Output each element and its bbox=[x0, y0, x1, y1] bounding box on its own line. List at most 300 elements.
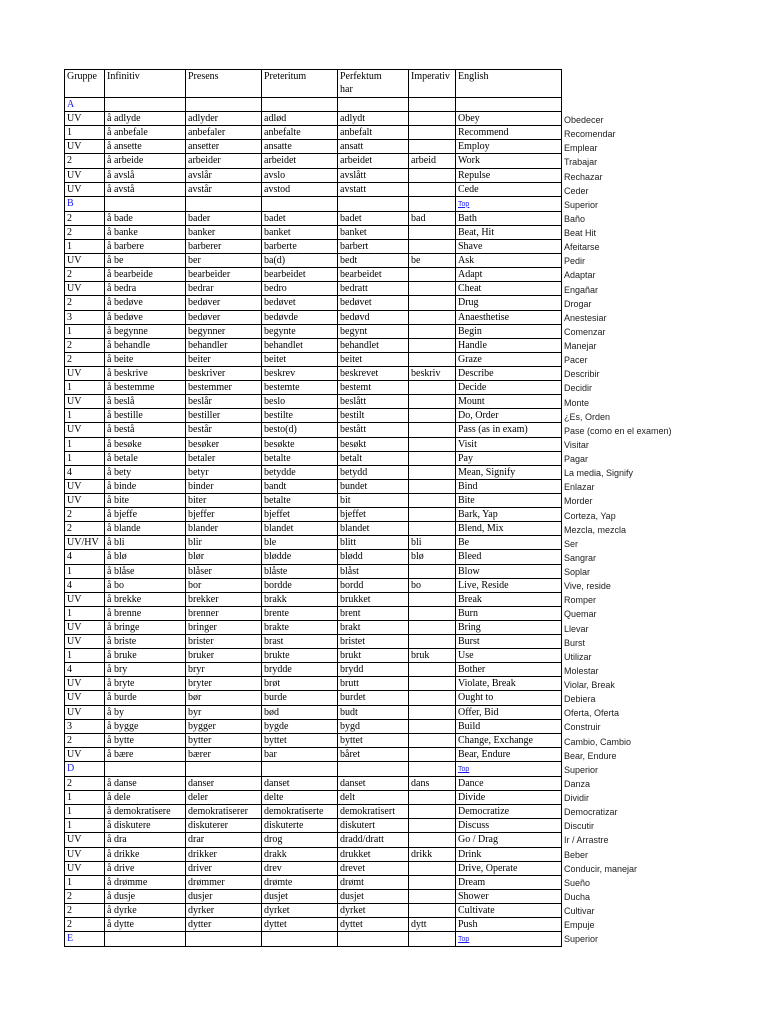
verb-row bbox=[65, 875, 562, 889]
english-cell: Cultivate bbox=[456, 904, 562, 918]
present-cell: betaler bbox=[186, 451, 262, 465]
spanish-translation: Quemar bbox=[564, 609, 597, 620]
infinitive-cell: å bringe bbox=[105, 620, 186, 634]
imperative-cell: arbeid bbox=[409, 154, 456, 168]
english-cell: Ask bbox=[456, 254, 562, 268]
preterite-cell: burde bbox=[262, 691, 338, 705]
group-cell: 2 bbox=[65, 225, 105, 239]
infinitive-cell: å bade bbox=[105, 211, 186, 225]
imperative-cell bbox=[409, 126, 456, 140]
verb-row bbox=[65, 635, 562, 649]
group-cell: 2 bbox=[65, 733, 105, 747]
top-link-cell bbox=[456, 932, 562, 947]
infinitive-cell: å by bbox=[105, 705, 186, 719]
verb-row bbox=[65, 225, 562, 239]
verb-row bbox=[65, 819, 562, 833]
present-cell: biter bbox=[186, 493, 262, 507]
preterite-cell: barberte bbox=[262, 239, 338, 253]
spanish-translation: Pacer bbox=[564, 355, 588, 366]
imperative-cell bbox=[409, 268, 456, 282]
perfect-cell: brent bbox=[338, 606, 409, 620]
spanish-translation: Visitar bbox=[564, 439, 589, 450]
spanish-translation: Superior bbox=[564, 934, 599, 945]
perfect-cell: drevet bbox=[338, 861, 409, 875]
group-cell: UV bbox=[65, 620, 105, 634]
english-cell: Employ bbox=[456, 140, 562, 154]
spanish-translation: Describir bbox=[564, 369, 600, 380]
top-link[interactable]: Top bbox=[458, 766, 470, 774]
verb-row bbox=[65, 889, 562, 903]
verb-row bbox=[65, 733, 562, 747]
preterite-cell: avslo bbox=[262, 168, 338, 182]
imperative-cell bbox=[409, 465, 456, 479]
spanish-translation: Conducir, manejar bbox=[564, 863, 638, 874]
present-cell: bestiller bbox=[186, 409, 262, 423]
empty-cell bbox=[338, 98, 409, 112]
infinitive-cell: å bedøve bbox=[105, 296, 186, 310]
group-cell: 1 bbox=[65, 451, 105, 465]
english-cell: Live, Reside bbox=[456, 578, 562, 592]
imperative-cell bbox=[409, 409, 456, 423]
english-cell: Dream bbox=[456, 875, 562, 889]
verb-row bbox=[65, 479, 562, 493]
verb-row bbox=[65, 310, 562, 324]
imperative-cell bbox=[409, 140, 456, 154]
imperative-cell bbox=[409, 381, 456, 395]
preterite-cell: diskuterte bbox=[262, 819, 338, 833]
imperative-cell bbox=[409, 225, 456, 239]
top-link[interactable]: Top bbox=[458, 200, 470, 208]
preterite-cell: brast bbox=[262, 635, 338, 649]
spanish-translation: Sueño bbox=[564, 877, 591, 888]
present-cell: avstår bbox=[186, 182, 262, 196]
english-cell: Divide bbox=[456, 791, 562, 805]
present-cell: beskriver bbox=[186, 366, 262, 380]
spanish-translation: Danza bbox=[564, 778, 591, 789]
group-cell: UV bbox=[65, 691, 105, 705]
perfect-cell: adlydt bbox=[338, 112, 409, 126]
english-cell: Decide bbox=[456, 381, 562, 395]
verb-row bbox=[65, 423, 562, 437]
imperative-cell bbox=[409, 338, 456, 352]
verb-row bbox=[65, 268, 562, 282]
english-cell: Burst bbox=[456, 635, 562, 649]
present-cell: bringer bbox=[186, 620, 262, 634]
verb-row bbox=[65, 705, 562, 719]
imperative-cell bbox=[409, 352, 456, 366]
perfect-cell: bristet bbox=[338, 635, 409, 649]
spanish-translation: Rechazar bbox=[564, 171, 603, 182]
infinitive-cell: å bry bbox=[105, 663, 186, 677]
verb-row bbox=[65, 522, 562, 536]
english-cell: Be bbox=[456, 536, 562, 550]
perfect-cell: bestått bbox=[338, 423, 409, 437]
imperative-cell bbox=[409, 112, 456, 126]
infinitive-cell: å brenne bbox=[105, 606, 186, 620]
empty-cell bbox=[105, 932, 186, 947]
spanish-translation: Empuje bbox=[564, 920, 595, 931]
verb-row bbox=[65, 592, 562, 606]
perfect-cell: byttet bbox=[338, 733, 409, 747]
english-cell: Pass (as in exam) bbox=[456, 423, 562, 437]
infinitive-cell: å arbeide bbox=[105, 154, 186, 168]
english-cell: Beat, Hit bbox=[456, 225, 562, 239]
group-cell: UV bbox=[65, 168, 105, 182]
imperative-cell bbox=[409, 819, 456, 833]
infinitive-cell: å begynne bbox=[105, 324, 186, 338]
english-cell: Graze bbox=[456, 352, 562, 366]
group-cell: UV bbox=[65, 423, 105, 437]
spanish-translation: Corteza, Yap bbox=[564, 510, 616, 521]
verb-row bbox=[65, 451, 562, 465]
letter-section-row bbox=[65, 932, 562, 947]
spanish-translation: Beber bbox=[564, 849, 589, 860]
perfect-cell: brutt bbox=[338, 677, 409, 691]
spanish-translation: Construir bbox=[564, 722, 601, 733]
section-letter: D bbox=[65, 762, 105, 777]
perfect-cell: blandet bbox=[338, 522, 409, 536]
english-cell: Recommend bbox=[456, 126, 562, 140]
top-link[interactable]: Top bbox=[458, 936, 470, 944]
english-cell: Mean, Signify bbox=[456, 465, 562, 479]
present-cell: bytter bbox=[186, 733, 262, 747]
verb-row bbox=[65, 550, 562, 564]
header-cell: Preteritum bbox=[262, 70, 338, 98]
group-cell: 1 bbox=[65, 649, 105, 663]
present-cell: beiter bbox=[186, 352, 262, 366]
present-cell: byr bbox=[186, 705, 262, 719]
perfect-cell: bedt bbox=[338, 254, 409, 268]
empty-cell bbox=[262, 98, 338, 112]
verb-row bbox=[65, 719, 562, 733]
verb-row bbox=[65, 606, 562, 620]
letter-section-row bbox=[65, 762, 562, 777]
spanish-translation: Pase (como en el examen) bbox=[564, 425, 672, 436]
group-cell: 1 bbox=[65, 381, 105, 395]
group-cell: 1 bbox=[65, 791, 105, 805]
imperative-cell bbox=[409, 239, 456, 253]
present-cell: drikker bbox=[186, 847, 262, 861]
preterite-cell: besto(d) bbox=[262, 423, 338, 437]
preterite-cell: drev bbox=[262, 861, 338, 875]
spanish-translation: Recomendar bbox=[564, 129, 616, 140]
empty-cell bbox=[262, 762, 338, 777]
preterite-cell: badet bbox=[262, 211, 338, 225]
infinitive-cell: å betale bbox=[105, 451, 186, 465]
preterite-cell: bar bbox=[262, 747, 338, 761]
english-cell: Shave bbox=[456, 239, 562, 253]
infinitive-cell: å briste bbox=[105, 635, 186, 649]
group-cell: UV bbox=[65, 366, 105, 380]
english-cell: Push bbox=[456, 918, 562, 932]
perfect-cell: båret bbox=[338, 747, 409, 761]
group-cell: 1 bbox=[65, 564, 105, 578]
group-cell: 2 bbox=[65, 522, 105, 536]
group-cell: 1 bbox=[65, 239, 105, 253]
english-cell: Use bbox=[456, 649, 562, 663]
present-cell: ber bbox=[186, 254, 262, 268]
group-cell: 3 bbox=[65, 719, 105, 733]
verb-row bbox=[65, 649, 562, 663]
english-cell: Visit bbox=[456, 437, 562, 451]
present-cell: dusjer bbox=[186, 889, 262, 903]
spanish-translation: La media, Signify bbox=[564, 468, 634, 479]
verb-row bbox=[65, 239, 562, 253]
preterite-cell: bød bbox=[262, 705, 338, 719]
group-cell: 1 bbox=[65, 437, 105, 451]
preterite-cell: ansatte bbox=[262, 140, 338, 154]
present-cell: arbeider bbox=[186, 154, 262, 168]
infinitive-cell: å dusje bbox=[105, 889, 186, 903]
section-letter: E bbox=[65, 932, 105, 947]
spanish-translation: Engañar bbox=[564, 284, 599, 295]
english-cell: Repulse bbox=[456, 168, 562, 182]
preterite-cell: brøt bbox=[262, 677, 338, 691]
spanish-translation: Democratizar bbox=[564, 807, 618, 818]
header-cell: Imperativ bbox=[409, 70, 456, 98]
infinitive-cell: å diskutere bbox=[105, 819, 186, 833]
imperative-cell bbox=[409, 677, 456, 691]
english-cell: Drink bbox=[456, 847, 562, 861]
spanish-translation: Comenzar bbox=[564, 326, 606, 337]
present-cell: drømmer bbox=[186, 875, 262, 889]
group-cell: UV bbox=[65, 705, 105, 719]
imperative-cell bbox=[409, 606, 456, 620]
group-cell: 2 bbox=[65, 268, 105, 282]
infinitive-cell: å bo bbox=[105, 578, 186, 592]
spanish-translation: Burst bbox=[564, 637, 586, 648]
preterite-cell: blåste bbox=[262, 564, 338, 578]
infinitive-cell: å dyrke bbox=[105, 904, 186, 918]
perfect-cell: blitt bbox=[338, 536, 409, 550]
present-cell: begynner bbox=[186, 324, 262, 338]
infinitive-cell: å bryte bbox=[105, 677, 186, 691]
infinitive-cell: å bedøve bbox=[105, 310, 186, 324]
verb-row bbox=[65, 578, 562, 592]
imperative-cell: be bbox=[409, 254, 456, 268]
spanish-translation: Ceder bbox=[564, 185, 589, 196]
infinitive-cell: å bære bbox=[105, 747, 186, 761]
english-cell: Blend, Mix bbox=[456, 522, 562, 536]
verb-table-body bbox=[65, 70, 562, 947]
perfect-cell: besøkt bbox=[338, 437, 409, 451]
preterite-cell: betalte bbox=[262, 451, 338, 465]
header-cell: Presens bbox=[186, 70, 262, 98]
group-cell: UV bbox=[65, 861, 105, 875]
preterite-cell: danset bbox=[262, 777, 338, 791]
infinitive-cell: å bli bbox=[105, 536, 186, 550]
spanish-translation: Utilizar bbox=[564, 651, 592, 662]
verb-row bbox=[65, 904, 562, 918]
preterite-cell: byttet bbox=[262, 733, 338, 747]
imperative-cell bbox=[409, 705, 456, 719]
english-cell: Anaesthetise bbox=[456, 310, 562, 324]
perfect-cell: bjeffet bbox=[338, 508, 409, 522]
preterite-cell: behandlet bbox=[262, 338, 338, 352]
infinitive-cell: å burde bbox=[105, 691, 186, 705]
spanish-translation: Adaptar bbox=[564, 270, 596, 281]
present-cell: bedrar bbox=[186, 282, 262, 296]
group-cell: UV bbox=[65, 747, 105, 761]
perfect-cell: blødd bbox=[338, 550, 409, 564]
perfect-cell: demokratisert bbox=[338, 805, 409, 819]
infinitive-cell: å dra bbox=[105, 833, 186, 847]
perfect-cell: bearbeidet bbox=[338, 268, 409, 282]
verb-row bbox=[65, 677, 562, 691]
imperative-cell: beskriv bbox=[409, 366, 456, 380]
infinitive-cell: å binde bbox=[105, 479, 186, 493]
imperative-cell bbox=[409, 875, 456, 889]
preterite-cell: dyrket bbox=[262, 904, 338, 918]
group-cell: 1 bbox=[65, 805, 105, 819]
infinitive-cell: å bedra bbox=[105, 282, 186, 296]
group-cell: 4 bbox=[65, 550, 105, 564]
group-cell: 1 bbox=[65, 819, 105, 833]
preterite-cell: betalte bbox=[262, 493, 338, 507]
verb-row bbox=[65, 508, 562, 522]
spanish-translation: Obedecer bbox=[564, 115, 604, 125]
empty-cell bbox=[409, 196, 456, 211]
english-cell: Cheat bbox=[456, 282, 562, 296]
verb-row bbox=[65, 254, 562, 268]
empty-cell bbox=[338, 196, 409, 211]
english-cell: Bleed bbox=[456, 550, 562, 564]
present-cell: bør bbox=[186, 691, 262, 705]
imperative-cell bbox=[409, 508, 456, 522]
verb-row bbox=[65, 805, 562, 819]
preterite-cell: drømte bbox=[262, 875, 338, 889]
infinitive-cell: å bjeffe bbox=[105, 508, 186, 522]
preterite-cell: bandt bbox=[262, 479, 338, 493]
spanish-translation: Violar, Break bbox=[564, 680, 615, 690]
present-cell: deler bbox=[186, 791, 262, 805]
perfect-cell: bedøvd bbox=[338, 310, 409, 324]
imperative-cell bbox=[409, 479, 456, 493]
verb-row bbox=[65, 564, 562, 578]
group-cell: 4 bbox=[65, 465, 105, 479]
english-cell: Drug bbox=[456, 296, 562, 310]
infinitive-cell: å banke bbox=[105, 225, 186, 239]
spanish-translation: Pagar bbox=[564, 454, 589, 464]
preterite-cell: begynte bbox=[262, 324, 338, 338]
perfect-cell: delt bbox=[338, 791, 409, 805]
english-cell: Break bbox=[456, 592, 562, 606]
verb-row bbox=[65, 282, 562, 296]
infinitive-cell: å bytte bbox=[105, 733, 186, 747]
english-cell: Burn bbox=[456, 606, 562, 620]
verb-row bbox=[65, 663, 562, 677]
english-cell: Describe bbox=[456, 366, 562, 380]
perfect-cell: bordd bbox=[338, 578, 409, 592]
present-cell: diskuterer bbox=[186, 819, 262, 833]
spanish-translation: Morder bbox=[564, 496, 593, 507]
perfect-cell: bundet bbox=[338, 479, 409, 493]
present-cell: bader bbox=[186, 211, 262, 225]
empty-cell bbox=[338, 932, 409, 947]
preterite-cell: brydde bbox=[262, 663, 338, 677]
group-cell: UV bbox=[65, 635, 105, 649]
perfect-cell: anbefalt bbox=[338, 126, 409, 140]
perfect-cell: banket bbox=[338, 225, 409, 239]
perfect-cell: drømt bbox=[338, 875, 409, 889]
infinitive-cell: å danse bbox=[105, 777, 186, 791]
english-cell: Bath bbox=[456, 211, 562, 225]
preterite-cell: bedøvde bbox=[262, 310, 338, 324]
spanish-translation: Superior bbox=[564, 199, 599, 210]
perfect-cell: bestilt bbox=[338, 409, 409, 423]
present-cell: bedøver bbox=[186, 296, 262, 310]
verb-row bbox=[65, 381, 562, 395]
perfect-cell: dyttet bbox=[338, 918, 409, 932]
group-cell: 2 bbox=[65, 918, 105, 932]
english-cell: Change, Exchange bbox=[456, 733, 562, 747]
preterite-cell: delte bbox=[262, 791, 338, 805]
present-cell: bedøver bbox=[186, 310, 262, 324]
infinitive-cell: å beite bbox=[105, 352, 186, 366]
spanish-translation: Cambio, Cambio bbox=[564, 736, 632, 747]
english-cell: Begin bbox=[456, 324, 562, 338]
english-cell: Go / Drag bbox=[456, 833, 562, 847]
imperative-cell: bli bbox=[409, 536, 456, 550]
verb-row bbox=[65, 918, 562, 932]
empty-cell bbox=[338, 762, 409, 777]
imperative-cell bbox=[409, 805, 456, 819]
imperative-cell bbox=[409, 904, 456, 918]
header-cell: English bbox=[456, 70, 562, 98]
group-cell: 1 bbox=[65, 409, 105, 423]
section-letter: A bbox=[65, 98, 105, 112]
empty-cell bbox=[105, 98, 186, 112]
verb-row bbox=[65, 620, 562, 634]
perfect-cell: badet bbox=[338, 211, 409, 225]
perfect-cell: beitet bbox=[338, 352, 409, 366]
preterite-cell: bygde bbox=[262, 719, 338, 733]
perfect-cell: blåst bbox=[338, 564, 409, 578]
table-header-row bbox=[65, 70, 562, 98]
imperative-cell bbox=[409, 719, 456, 733]
verb-row bbox=[65, 409, 562, 423]
spanish-translation: Manejar bbox=[564, 341, 597, 351]
top-link-cell bbox=[456, 196, 562, 211]
present-cell: bryr bbox=[186, 663, 262, 677]
spanish-translation: Trabajar bbox=[564, 157, 598, 168]
perfect-cell: avstatt bbox=[338, 182, 409, 196]
group-cell: 4 bbox=[65, 663, 105, 677]
imperative-cell bbox=[409, 423, 456, 437]
spanish-translation: Oferta, Oferta bbox=[564, 708, 620, 719]
imperative-cell bbox=[409, 310, 456, 324]
verb-row bbox=[65, 847, 562, 861]
group-cell: 2 bbox=[65, 352, 105, 366]
imperative-cell bbox=[409, 861, 456, 875]
verb-row bbox=[65, 833, 562, 847]
group-cell: UV bbox=[65, 677, 105, 691]
group-cell: 2 bbox=[65, 889, 105, 903]
empty-cell bbox=[456, 98, 562, 112]
present-cell: bestemmer bbox=[186, 381, 262, 395]
imperative-cell bbox=[409, 691, 456, 705]
perfect-cell: bedøvet bbox=[338, 296, 409, 310]
header-cell: Infinitiv bbox=[105, 70, 186, 98]
english-cell: Offer, Bid bbox=[456, 705, 562, 719]
preterite-cell: adlød bbox=[262, 112, 338, 126]
english-cell: Pay bbox=[456, 451, 562, 465]
empty-cell bbox=[262, 932, 338, 947]
preterite-cell: brente bbox=[262, 606, 338, 620]
perfect-cell: diskutert bbox=[338, 819, 409, 833]
perfect-cell: barbert bbox=[338, 239, 409, 253]
infinitive-cell: å bety bbox=[105, 465, 186, 479]
